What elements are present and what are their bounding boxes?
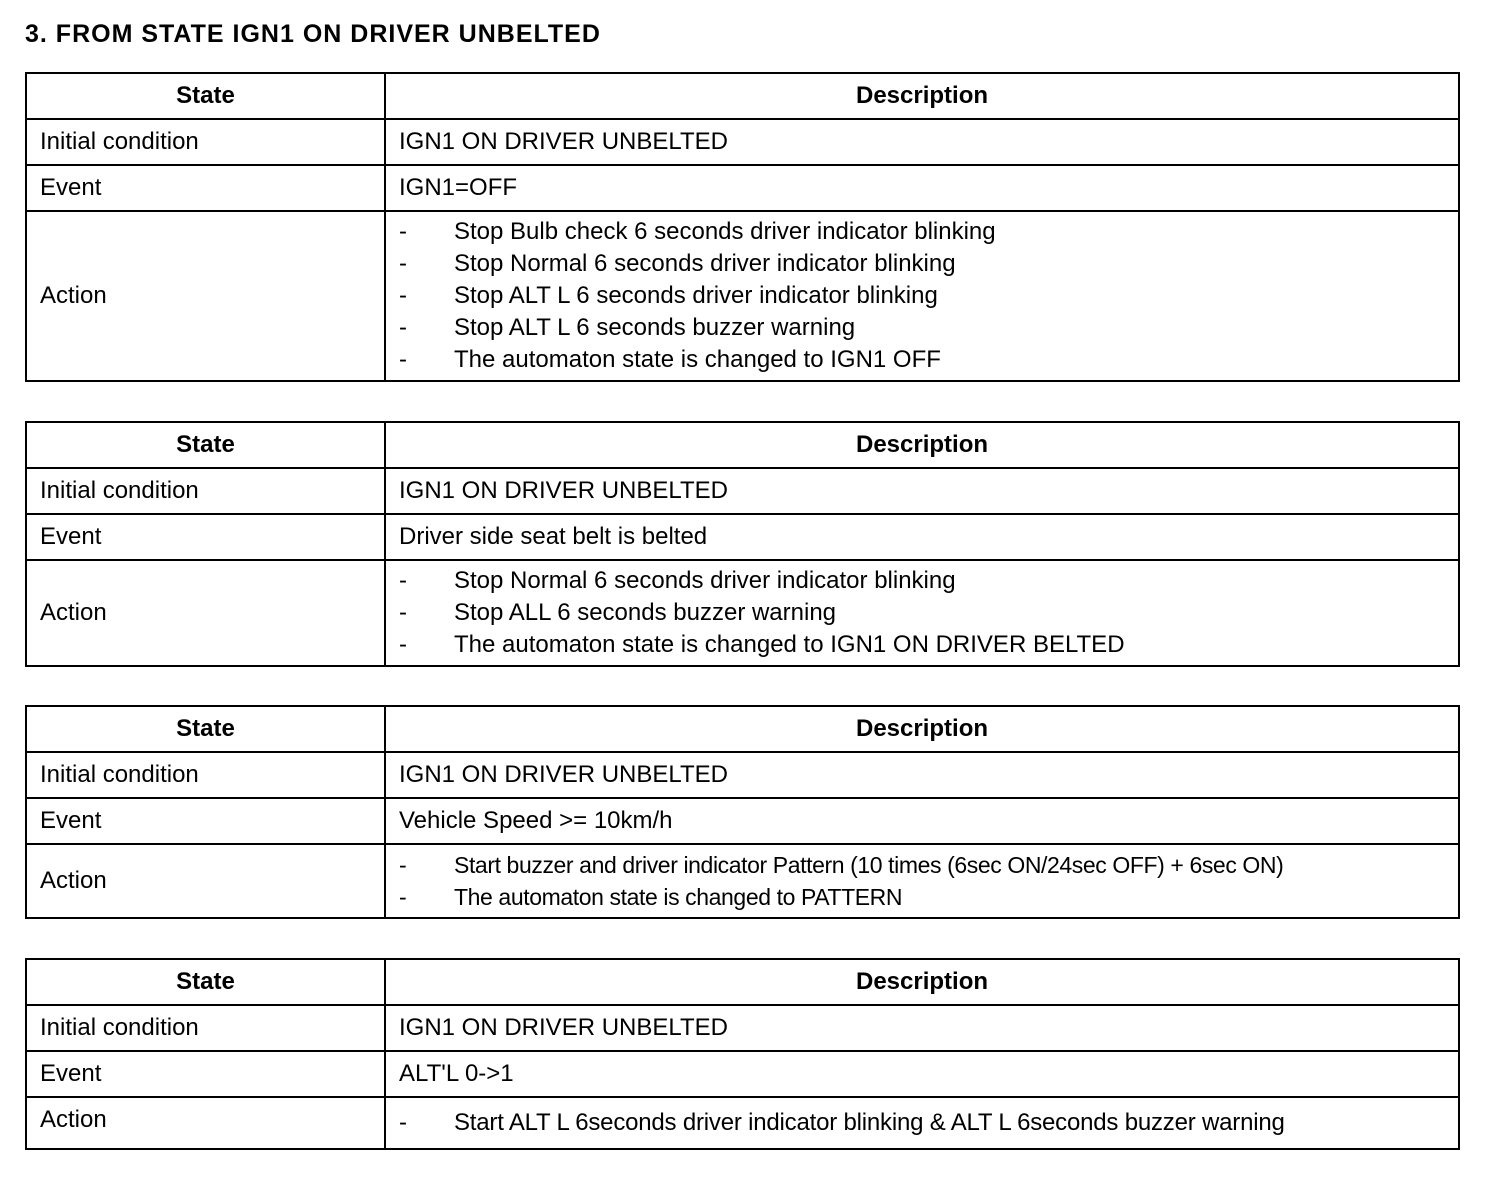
bullet-dash: -: [399, 631, 407, 658]
action-item: - Stop Normal 6 seconds driver indicator blinking: [399, 565, 1445, 597]
event-label: Event: [26, 514, 385, 560]
action-item: - Stop Normal 6 seconds driver indicator blinking: [399, 248, 1445, 280]
action-item: - Start ALT L 6seconds driver indicator blinking & ALT L 6seconds buzzer warning: [399, 1107, 1445, 1139]
bullet-dash: -: [399, 567, 407, 594]
state-table-pattern: [25, 705, 1460, 919]
initial-condition-value: IGN1 ON DRIVER UNBELTED: [385, 752, 1459, 798]
header-state: State: [26, 73, 385, 119]
header-description: Description: [385, 422, 1459, 468]
header-description: Description: [385, 959, 1459, 1005]
bullet-dash: -: [399, 346, 407, 373]
action-item: - Stop ALL 6 seconds buzzer warning: [399, 597, 1445, 629]
event-value: Driver side seat belt is belted: [385, 514, 1459, 560]
state-table-driver-belted: [25, 421, 1460, 667]
bullet-dash: -: [399, 314, 407, 341]
action-label: Action: [26, 211, 385, 381]
action-list: [399, 1103, 1445, 1143]
bullet-dash: -: [399, 282, 407, 309]
action-list: [399, 561, 1445, 665]
header-description: Description: [385, 706, 1459, 752]
action-item: - Start buzzer and driver indicator Pattern (10 times (6sec ON/24sec OFF) + 6sec ON): [399, 849, 1454, 881]
action-list: [399, 212, 1445, 380]
header-description: Description: [385, 73, 1459, 119]
action-label: Action: [26, 844, 385, 918]
bullet-dash: -: [399, 884, 407, 910]
action-item: - Stop ALT L 6 seconds driver indicator blinking: [399, 280, 1445, 312]
action-list-cell: [385, 560, 1459, 666]
action-item: - The automaton state is changed to IGN1 OFF: [399, 344, 1445, 376]
state-table-alt-l: [25, 958, 1460, 1150]
action-list-cell: [385, 211, 1459, 381]
initial-condition-label: Initial condition: [26, 468, 385, 514]
event-value: ALT'L 0->1: [385, 1051, 1459, 1097]
initial-condition-value: IGN1 ON DRIVER UNBELTED: [385, 1005, 1459, 1051]
initial-condition-value: IGN1 ON DRIVER UNBELTED: [385, 119, 1459, 165]
bullet-dash: -: [399, 852, 407, 878]
action-label: Action: [26, 1097, 385, 1149]
action-item: - Stop ALT L 6 seconds buzzer warning: [399, 312, 1445, 344]
event-label: Event: [26, 165, 385, 211]
action-item: - The automaton state is changed to IGN1 ON DRIVER BELTED: [399, 629, 1445, 661]
initial-condition-label: Initial condition: [26, 1005, 385, 1051]
section-title: 3. FROM STATE IGN1 ON DRIVER UNBELTED: [25, 20, 601, 48]
event-label: Event: [26, 1051, 385, 1097]
bullet-dash: -: [399, 218, 407, 245]
event-value: IGN1=OFF: [385, 165, 1459, 211]
initial-condition-value: IGN1 ON DRIVER UNBELTED: [385, 468, 1459, 514]
action-item: - The automaton state is changed to PATTERN: [399, 881, 1454, 913]
initial-condition-label: Initial condition: [26, 119, 385, 165]
action-list-cell: [385, 844, 1459, 918]
event-value: Vehicle Speed >= 10km/h: [385, 798, 1459, 844]
header-state: State: [26, 706, 385, 752]
initial-condition-label: Initial condition: [26, 752, 385, 798]
header-state: State: [26, 422, 385, 468]
action-list: [399, 845, 1454, 917]
bullet-dash: -: [399, 1109, 407, 1136]
event-label: Event: [26, 798, 385, 844]
bullet-dash: -: [399, 250, 407, 277]
action-list-cell: [385, 1097, 1459, 1149]
bullet-dash: -: [399, 599, 407, 626]
header-state: State: [26, 959, 385, 1005]
action-item: - Stop Bulb check 6 seconds driver indicator blinking: [399, 216, 1445, 248]
state-table-ign1-off: [25, 72, 1460, 382]
action-label: Action: [26, 560, 385, 666]
